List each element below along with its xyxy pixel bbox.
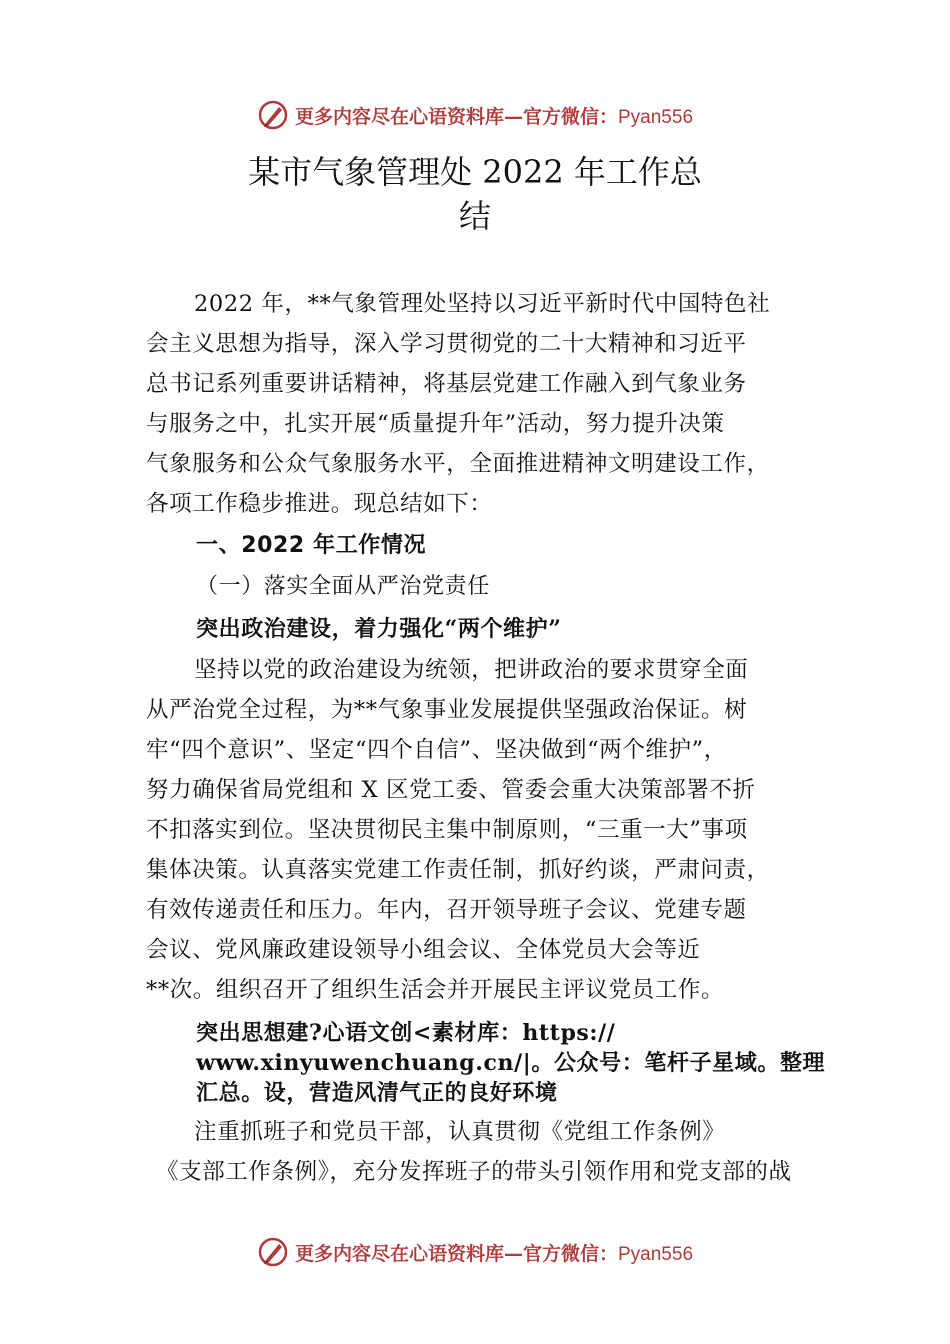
intro-line: 总书记系列重要讲话精神，将基层党建工作融入到气象业务 (146, 371, 747, 397)
banner-separator: — (503, 1242, 523, 1265)
paragraph-line: 会议、党风廉政建设领导小组会议、全体党员大会等近 (146, 937, 701, 963)
document-title (150, 150, 800, 238)
intro-line: 与服务之中，扎实开展“质量提升年”活动，努力提升决策 (146, 411, 725, 437)
paragraph-line: 坚持以党的政治建设为统领，把讲政治的要求贯穿全面 (194, 657, 749, 683)
paragraph-line: 有效传递责任和压力。年内，召开领导班子会议、党建专题 (146, 897, 747, 923)
paragraph-line: **次。组织召开了组织生活会并开展民主评议党员工作。 (146, 977, 725, 1003)
heading-line: www.xinyuwenchuang.cn/|。公众号：笔杆子星域。整理 (196, 1050, 826, 1076)
bold-heading-ideology (196, 1018, 876, 1108)
ideology-paragraph (146, 1112, 826, 1192)
paragraph-line: 《支部工作条例》，充分发挥班子的带头引领作用和党支部的战 (156, 1159, 792, 1185)
intro-paragraph (146, 284, 826, 524)
banner-label: 官方微信： (522, 105, 618, 128)
title-line-2: 结 (458, 197, 491, 235)
intro-line: 气象服务和公众气象服务水平，全面推进精神文明建设工作， (146, 451, 770, 477)
banner-site-name: 更多内容尽在心语资料库 (294, 105, 504, 128)
paragraph-line: 牢“四个意识”、坚定“四个自信”、坚决做到“两个维护”， (146, 737, 727, 763)
header-banner (0, 95, 950, 135)
banner-handle: Pyan556 (618, 106, 694, 128)
paragraph-line: 集体决策。认真落实党建工作责任制，抓好约谈，严肃问责， (146, 857, 770, 883)
banner-text (295, 102, 693, 129)
subsection-heading: （一）落实全面从严治党责任 (196, 574, 490, 599)
heading-line: 突出思想建?心语文创<素材库：https:// (196, 1020, 616, 1046)
pen-logo-icon (257, 99, 289, 131)
banner-text (295, 1239, 693, 1266)
heading-line: 汇总。设，营造风清气正的良好环境 (196, 1080, 558, 1106)
paragraph-line: 注重抓班子和党员干部，认真贯彻《党组工作条例》 (194, 1119, 726, 1145)
banner-site-name: 更多内容尽在心语资料库 (294, 1242, 504, 1265)
intro-line: 2022 年，**气象管理处坚持以习近平新时代中国特色社 (194, 291, 771, 317)
bold-heading-political: 突出政治建设，着力强化“两个维护” (196, 616, 562, 642)
paragraph-line: 努力确保省局党组和 X 区党工委、管委会重大决策部署不折 (146, 777, 756, 803)
paragraph-line: 不扣落实到位。坚决贯彻民主集中制原则，“三重一大”事项 (146, 817, 748, 843)
title-line-1: 某市气象管理处 2022 年工作总 (248, 153, 702, 191)
paragraph-line: 从严治党全过程，为**气象事业发展提供坚强政治保证。树 (146, 697, 748, 723)
section-heading: 一、2022 年工作情况 (196, 533, 427, 558)
banner-separator: — (503, 105, 523, 128)
intro-line: 会主义思想为指导，深入学习贯彻党的二十大精神和习近平 (146, 331, 747, 357)
banner-handle: Pyan556 (618, 1243, 694, 1265)
intro-line: 各项工作稳步推进。现总结如下： (146, 491, 493, 517)
banner-label: 官方微信： (522, 1242, 618, 1265)
pen-logo-icon (257, 1236, 289, 1268)
footer-banner (0, 1232, 950, 1272)
political-paragraph (146, 650, 826, 1010)
